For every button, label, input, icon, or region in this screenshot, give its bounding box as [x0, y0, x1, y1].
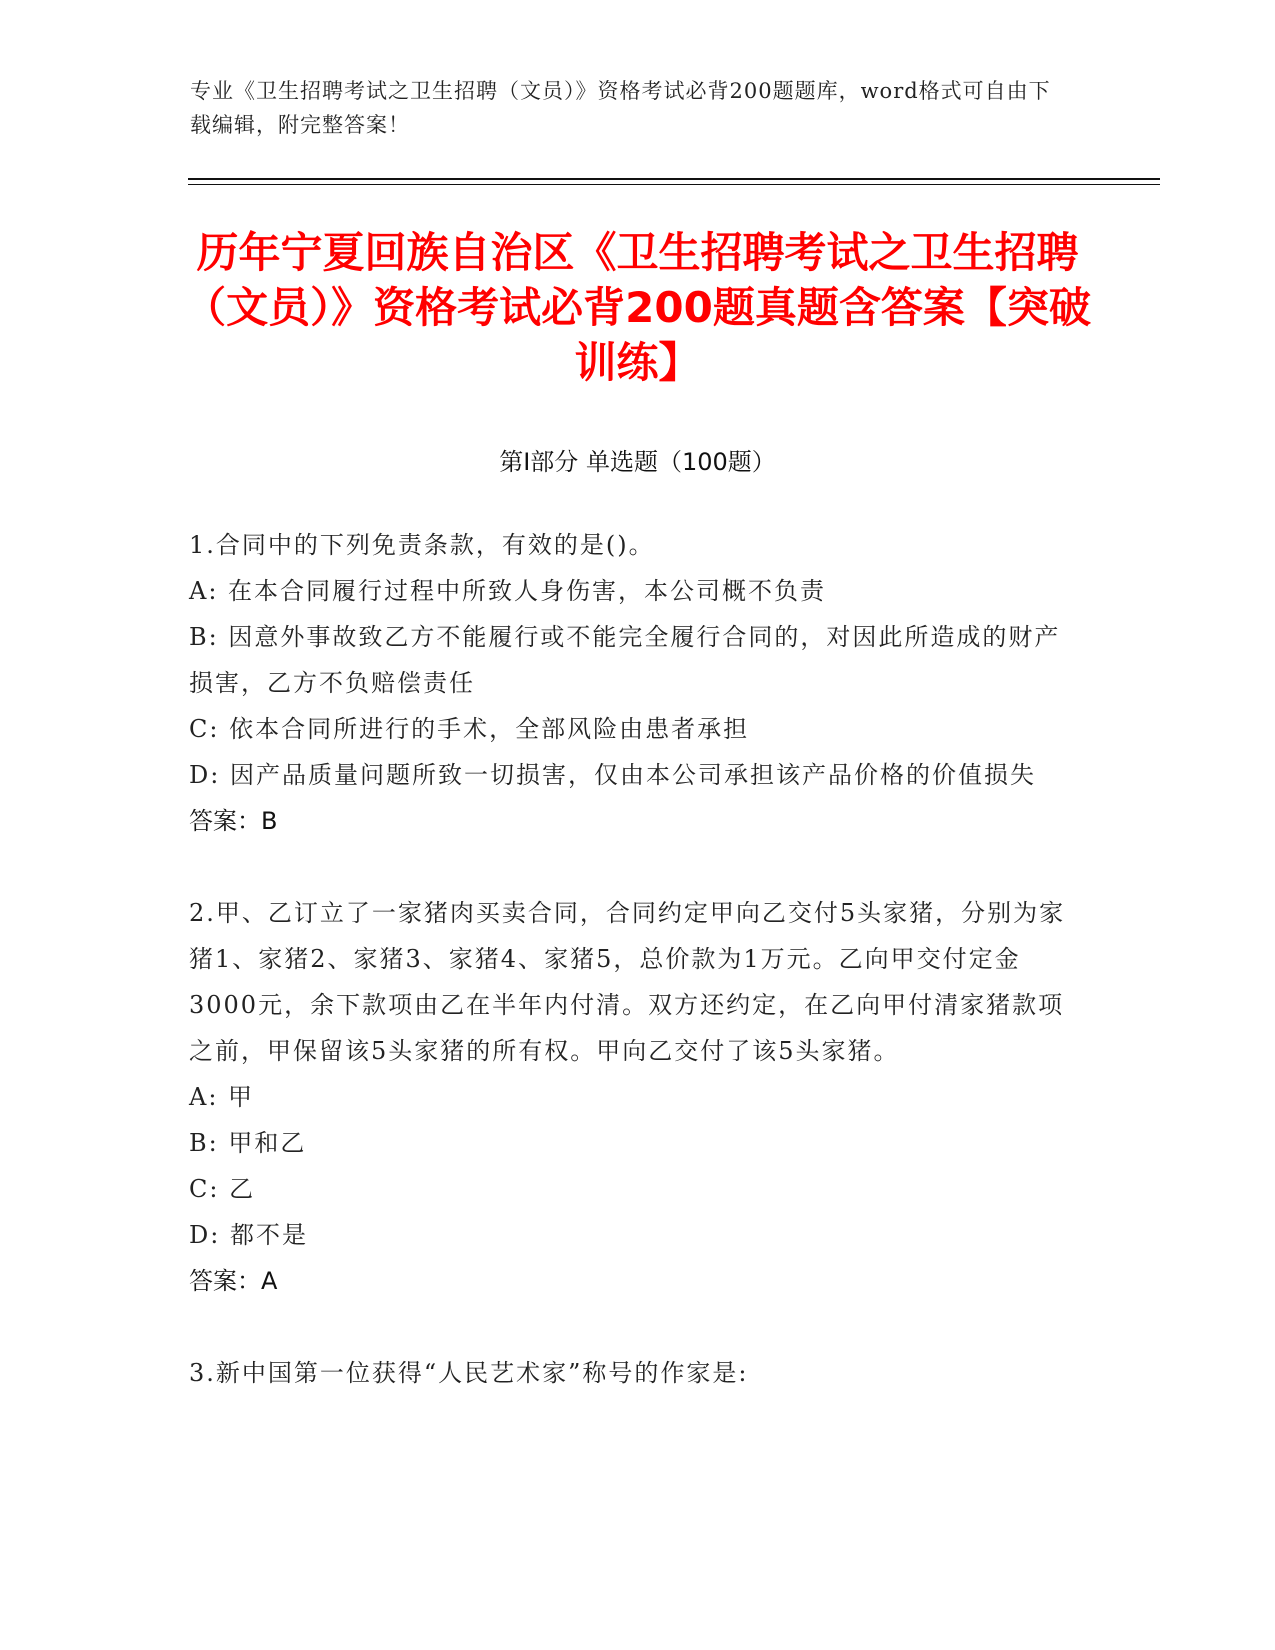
- question-list: [189, 522, 1079, 1442]
- option-b: B: 甲和乙: [189, 1129, 307, 1157]
- section-title: 第Ⅰ部分 单选题（100题）: [499, 448, 776, 476]
- header-divider-thin: [188, 184, 1160, 185]
- answer-line: 答案：B: [189, 807, 278, 835]
- option-c: C: 乙: [189, 1175, 256, 1203]
- question-stem: 3.新中国第一位获得“人民艺术家”称号的作家是:: [189, 1359, 749, 1387]
- answer-line: 答案：A: [189, 1267, 278, 1295]
- document-title: 历年宁夏回族自治区《卫生招聘考试之卫生招聘（文员）》资格考试必背200题真题含答案【突破训练】: [184, 228, 1091, 387]
- header-divider-thick: [188, 178, 1160, 180]
- option-a: A: 在本合同履行过程中所致人身伤害，本公司概不负责: [189, 577, 827, 605]
- question-stem: 2.甲、乙订立了一家猪肉买卖合同，合同约定甲向乙交付5头家猪，分别为家猪1、家猪2、家猪3、家猪4、家猪5，总价款为1万元。乙向甲交付定金3000元，余下款项由乙在半年内付清。双方还约定，在乙向甲付清家猪款项之前，甲保留该5头家猪的所有权。甲向乙交付了该5头家猪。: [189, 899, 1066, 1065]
- question-item: [189, 1350, 1079, 1396]
- question-item: [189, 890, 1079, 1304]
- option-d: D: 都不是: [189, 1221, 308, 1249]
- header-note: 专业《卫生招聘考试之卫生招聘（文员）》资格考试必背200题题库，word格式可自由下载编辑，附完整答案！: [190, 79, 1051, 137]
- option-a: A: 甲: [189, 1083, 255, 1111]
- question-item: [189, 522, 1079, 844]
- option-b: B: 因意外事故致乙方不能履行或不能完全履行合同的，对因此所造成的财产损害，乙方不负赔偿责任: [189, 623, 1061, 697]
- question-stem: 1.合同中的下列免责条款，有效的是()。: [189, 531, 655, 559]
- option-d: D: 因产品质量问题所致一切损害，仅由本公司承担该产品价格的价值损失: [189, 761, 1036, 789]
- option-c: C: 依本合同所进行的手术，全部风险由患者承担: [189, 715, 750, 743]
